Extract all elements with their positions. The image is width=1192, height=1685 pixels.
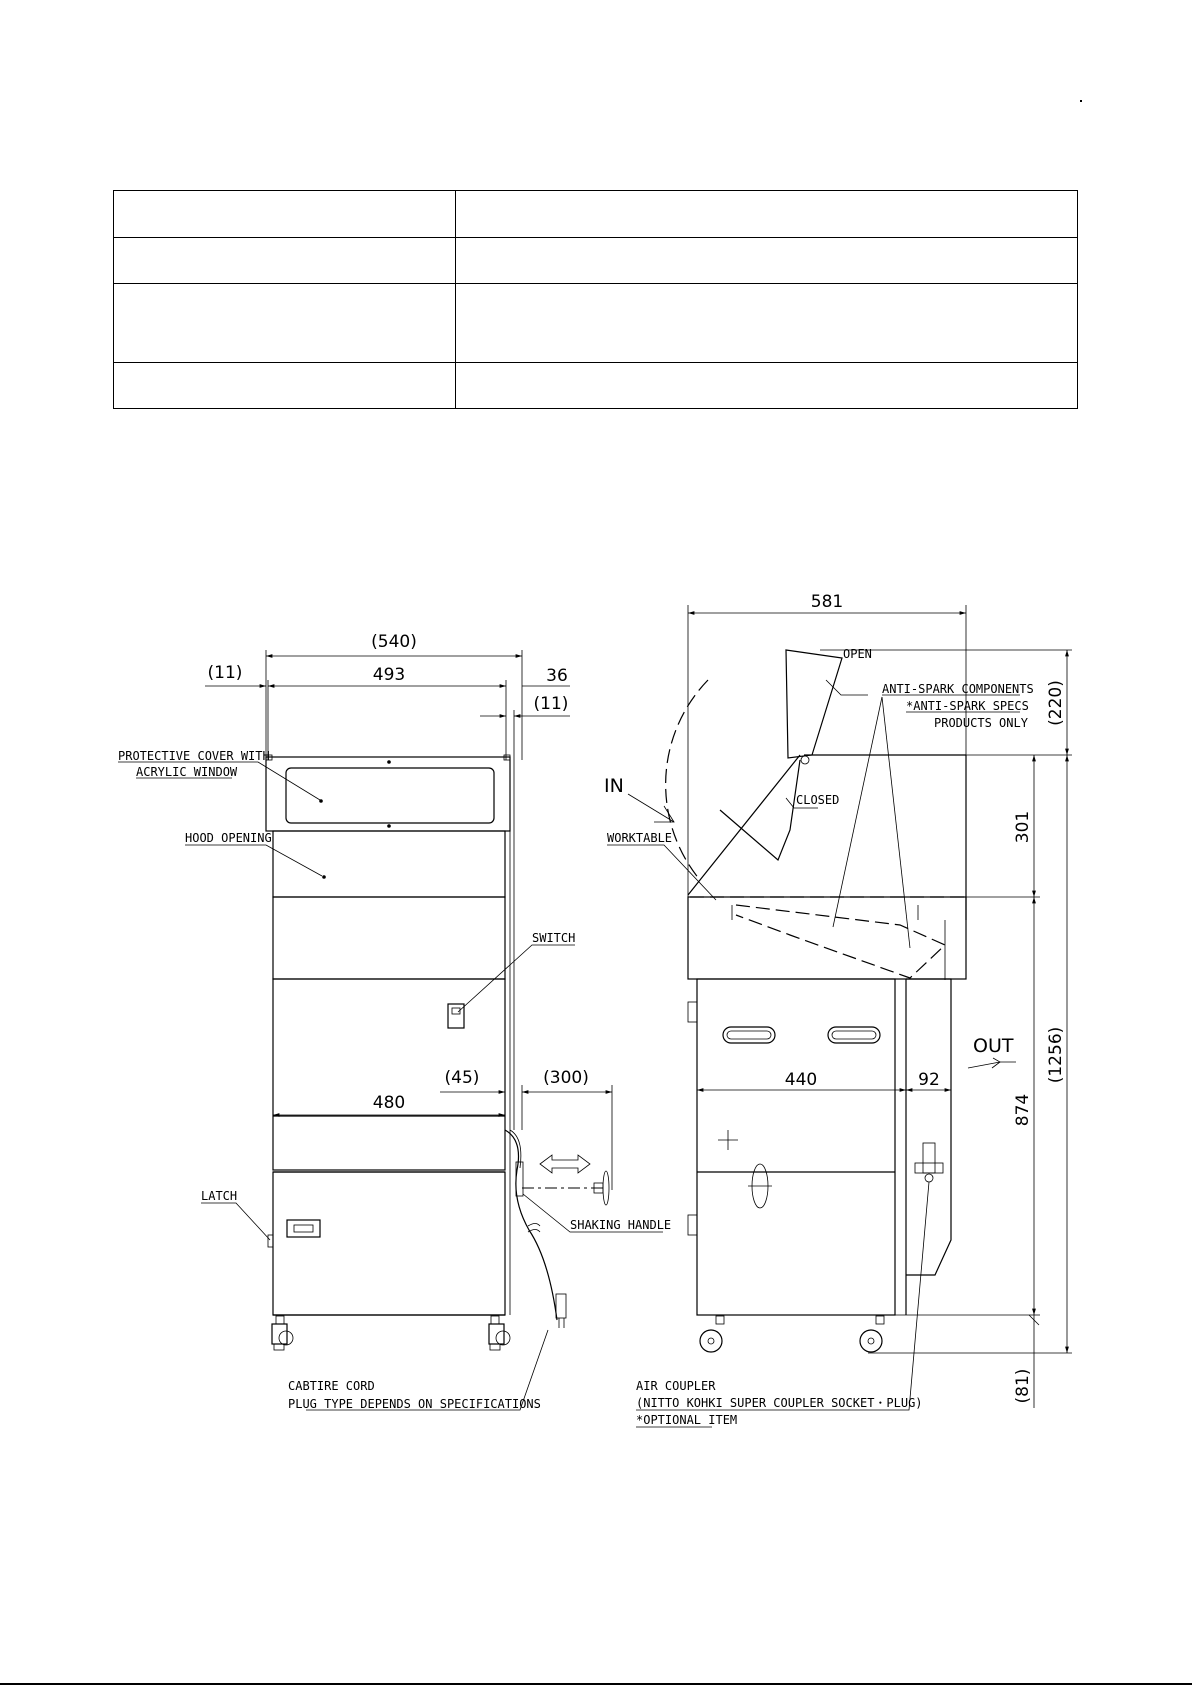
side-cabinet [697,979,895,1315]
caster-right [489,1316,510,1350]
dim-table-height: 874 [1013,1093,1033,1127]
dim-depth: 581 [810,592,844,612]
dim-hood-height: 301 [1013,810,1033,844]
dim-caster-height: (81) [1013,1368,1033,1404]
label-air-coupler-3: *OPTIONAL ITEM [636,1413,738,1427]
dim-lower-width: 480 [372,1093,406,1113]
label-open: OPEN [843,647,872,661]
air-coupler [915,1143,943,1182]
label-air-coupler-2: (NITTO KOHKI SUPER COUPLER SOCKET・PLUG) [636,1396,923,1410]
label-cabtire-cord: CABTIRE CORD [288,1379,375,1393]
dim-extra-depth: 92 [918,1070,940,1090]
label-worktable: WORKTABLE [607,831,673,845]
hood-opening [273,831,505,897]
label-plug-type: PLUG TYPE DEPENDS ON SPECIFICATIONS [288,1397,541,1411]
label-latch: LATCH [201,1189,238,1203]
side-caster-right [860,1316,884,1352]
label-protective-cover-2: ACRYLIC WINDOW [136,765,238,779]
label-closed: CLOSED [796,793,840,807]
label-hood-opening: HOOD OPENING [185,831,272,845]
label-anti-spark-2: *ANTI-SPARK SPECS [906,699,1029,713]
cover-closed-edge [688,755,800,895]
dim-right-depth: 36 [546,666,568,686]
label-anti-spark-3: PRODUCTS ONLY [934,716,1028,730]
cover-closed [720,760,800,860]
cover-swing-arc [666,680,708,880]
double-arrow-icon [540,1155,590,1173]
cabtire-cord [505,1130,557,1320]
dim-overall-height: (1256) [1046,1026,1066,1084]
dim-left-offset: (11) [207,663,243,683]
vent-slot-right [828,1027,880,1043]
dim-inner-width: 493 [372,665,406,685]
label-anti-spark-1: ANTI-SPARK COMPONENTS [882,682,1034,696]
door-handle [287,1220,320,1237]
cover-open [786,650,842,758]
acrylic-window [286,768,494,823]
latch [268,1235,273,1247]
dim-cabinet-depth: 440 [784,1070,818,1090]
label-in: IN [604,775,624,797]
lower-cabinet [273,1172,505,1315]
switch-box [448,1004,464,1028]
dim-right-offset: (11) [533,694,569,714]
dim-handle-travel: (300) [543,1068,589,1088]
vent-slot-left [723,1027,775,1043]
front-view [118,632,671,1411]
dim-overall-width: (540) [371,632,417,652]
in-arrow-icon [628,794,674,822]
label-protective-cover-1: PROTECTIVE COVER WITH [118,749,270,763]
label-out: OUT [973,1035,1014,1057]
side-caster-left [700,1316,724,1352]
caster-left [272,1316,293,1350]
dim-handle-gap: (45) [444,1068,480,1088]
label-switch: SWITCH [532,931,576,945]
side-view [604,592,1072,1427]
dim-cover-height: (220) [1046,680,1066,726]
label-air-coupler-1: AIR COUPLER [636,1379,716,1393]
label-shaking-handle: SHAKING HANDLE [570,1218,672,1232]
out-arrow-icon [968,1062,1016,1068]
